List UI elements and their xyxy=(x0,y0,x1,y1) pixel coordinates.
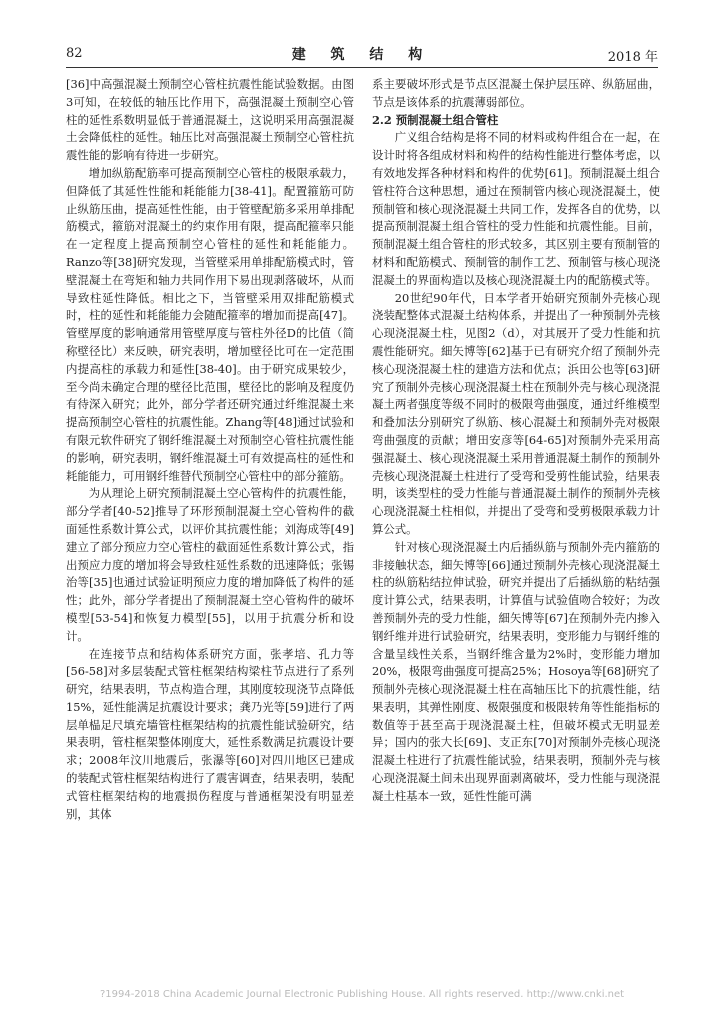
paragraph: 广义组合结构是将不同的材料或构件组合在一起，在设计时将各组成材料和构件的结构性能进行整体考虑，以有效地发挥各种材料和构件的优势[61]。预制混凝土组合管柱符合这种思想，通过在预制管内核心现浇混凝土，使预制管和核心现浇混凝土共同工作，发挥各自的优势，以提高预制混凝土组合管柱的受力性能和抗震性能。目前，预制混凝土组合管柱的形式较多，其区别主要有预制管的材料和配筋模式、预制管的制作工艺、预制管与核心现浇混凝土的界面构造以及核心现浇混凝土内的配筋模式等。 xyxy=(372,130,660,287)
paragraph: 针对核心现浇混凝土内后插纵筋与预制外壳内箍筋的非接触状态，細矢博等[66]通过预制外壳核心现浇混凝土柱的纵筋粘结拉伸试验，研究并提出了后插纵筋的粘结强度计算公式，结果表明，计算值与试验值吻合较好；为改善预制外壳的受力性能，細矢博等[67]在预制外壳内掺入钢纤维并进行试验研究，结果表明，变形能力与钢纤维的含量呈线性关系，当钢纤维含量为2%时，变形能力增加20%，极限弯曲强度可提高25%；Hosoya等[68]研究了预制外壳核心现浇混凝土柱在高轴压比下的抗震性能，结果表明，其弹性刚度、极限强度和极限转角等性能指标的数值等于甚至高于现浇混凝土柱，但破坏模式无明显差异；国内的张大长[69]、支正东[70]对预制外壳核心现浇混凝土柱进行了抗震性能试验，结果表明，预制外壳与核心现浇混凝土间未出现界面剥离破坏，受力性能与现浇混凝土柱基本一致，延性性能可满 xyxy=(372,539,660,803)
right-column xyxy=(372,76,660,806)
left-column xyxy=(66,76,354,823)
paragraph: 在连接节点和结构体系研究方面，张孝培、孔力等[56-58]对多层装配式管柱框架结构梁柱节点进行了系列研究，结果表明，节点构造合理，其刚度较现浇节点降低15%，延性能满足抗震设计要求；龚乃光等[59]进行了两层单榀足尺填充墙管柱框架结构的抗震性能试验研究，结果表明，管柱框架整体刚度大，延性系数满足抗震设计要求；2008年汶川地震后，张瀑等[60]对四川地区已建成的装配式管柱框架结构进行了震害调查，结果表明，装配式管柱框架结构的地震损伤程度与普通框架没有明显差别，其体 xyxy=(66,646,354,821)
paragraph: 20世纪90年代，日本学者开始研究预制外壳核心现浇装配整体式混凝土结构体系，并提出了一种预制外壳核心现浇混凝土柱，见图2（d），对其展开了受力性能和抗震性能研究。細矢博等[62]基于已有研究介绍了预制外壳核心现浇混凝土柱的建造方法和优点；浜田公也等[63]研究了预制外壳核心现浇混凝土柱在预制外壳与核心现浇混凝土两者强度等级不同时的极限弯曲强度，通过纤维模型和叠加法分别研究了纵筋、核心混凝土和预制外壳对极限弯曲强度的贡献；增田安彦等[64-65]对预制外壳采用高强混凝土、核心现浇混凝土采用普通混凝土制作的预制外壳核心现浇混凝土柱进行了受弯和受剪性能试验，结果表明，该类型柱的受力性能与普通混凝土制作的预制外壳核心现浇混凝土柱相似，并提出了受弯和受剪极限承载力计算公式。 xyxy=(372,290,660,536)
page-number: 82 xyxy=(66,46,83,61)
paragraph: [36]中高强混凝土预制空心管柱抗震性能试验数据。由图3可知，在较低的轴压比作用下，高强混凝土预制空心管柱的延性系数明显低于普通混凝土，这说明采用高强混凝土会降低柱的延性。轴压比对高强混凝土预制空心管柱抗震性能的影响有待进一步研究。 xyxy=(66,77,354,163)
paragraph: 系主要破坏形式是节点区混凝土保护层压碎、纵筋屈曲，节点是该体系的抗震薄弱部位。 xyxy=(372,77,660,109)
paragraph: 为从理论上研究预制混凝土空心管构件的抗震性能，部分学者[40-52]推导了环形预制混凝土空心管构件的截面延性系数计算公式，以评价其抗震性能；刘海成等[49]建立了部分预应力空心管柱的截面延性系数计算公式，指出预应力度的增加将会导致柱延性系数的迅速降低；张锡治等[35]也通过试验证明预应力度的增加降低了构件的延性；此外，部分学者提出了预制混凝土空心管构件的破坏模型[53-54]和恢复力模型[55]，以用于抗震分析和设计。 xyxy=(66,486,354,643)
page-header xyxy=(66,44,658,66)
paragraph: 增加纵筋配筋率可提高预制空心管柱的极限承载力，但降低了其延性性能和耗能能力[38-41]。配置箍筋可防止纵筋压曲，提高延性性能，由于管壁配筋多采用单排配筋模式，箍筋对混凝土的约束作用有限，提高配箍率只能在一定程度上提高预制空心管柱的延性和耗能能力。Ranzo等[38]研究发现，当管壁采用单排配筋模式时，管壁混凝土在弯矩和轴力共同作用下易出现剥落破坏，从而导致柱延性降低。相比之下，当管壁采用双排配筋模式时，柱的延性和耗能能力会随配箍率的增加而提高[47]。管壁厚度的影响通常用管壁厚度与管柱外径D的比值（简称壁径比）来反映，研究表明，增加壁径比可在一定范围内提高柱的承载力和延性[38-40]。由于研究成果较少，至今尚未确定合理的壁径比范围，壁径比的影响及程度仍有待深入研究；此外，部分学者还研究通过纤维混凝土来提高预制空心管柱的抗震性能。Zhang等[48]通过试验和有限元软件研究了钢纤维混凝土对预制空心管柱抗震性能的影响，研究表明，钢纤维混凝土可有效提高柱的延性和耗能能力，可用钢纤维替代预制空心管柱中的部分箍筋。 xyxy=(66,165,354,483)
section-heading: 2.2 预制混凝土组合管柱 xyxy=(372,112,499,127)
header-rule xyxy=(66,67,658,68)
copyright-footer: ?1994-2018 China Academic Journal Electronic Publishing House. All rights reserved. http://www.cnki.net xyxy=(99,989,625,1000)
publication-year: 2018 年 xyxy=(607,50,658,65)
journal-title: 建 筑 结 构 xyxy=(291,47,433,63)
